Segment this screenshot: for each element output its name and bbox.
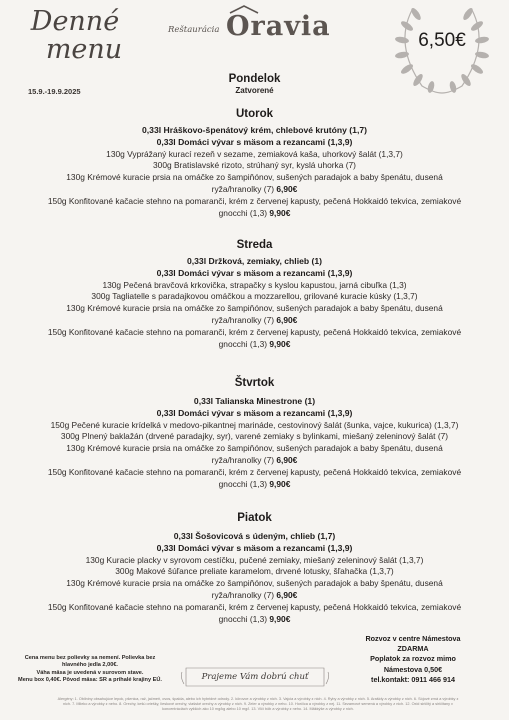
meal-price: 9,90€ bbox=[269, 207, 291, 218]
day-section-stvrtok bbox=[0, 376, 509, 490]
day-section-piatok bbox=[0, 511, 509, 625]
soup-item: 0,33l Domáci vývar s mäsom a rezancami (1,3,9) bbox=[156, 136, 353, 147]
price-note-line: hlavného jedla 2,00€. bbox=[62, 662, 118, 669]
meal-item: 130g Kuracie placky v syrovom cestíčku, pučené zemiaky, miešaný zeleninový šalát (1,3,7) bbox=[85, 554, 424, 565]
delivery-line: ZDARMA bbox=[397, 644, 429, 654]
meal-item: ryža/hranolky (7) 6,90€ bbox=[211, 454, 298, 465]
meal-price: 9,90€ bbox=[269, 613, 291, 624]
meal-item: 130g Krémové kuracie prsia na omáčke zo šampiňónov, sušených paradajok a baby špenátu, dusená bbox=[66, 443, 443, 454]
day-title: Streda bbox=[236, 239, 273, 251]
menu-price: 6,50€ bbox=[418, 30, 466, 51]
soup-item: 0,33l Domáci vývar s mäsom a rezancami (1,3,9) bbox=[156, 542, 353, 553]
soup-item: 0,33l Šošovicová s údeným, chlieb (1,7) bbox=[173, 531, 336, 541]
script-title-line1: Denné bbox=[30, 6, 120, 37]
meal-item: gnocchi (1,3) 9,90€ bbox=[218, 613, 291, 624]
delivery-info bbox=[360, 634, 466, 685]
soup-item: 0,33l Domáci vývar s mäsom a rezancami (1,3,9) bbox=[156, 407, 353, 418]
price-note-line: Váha mäsa je uvedená v surovom stave. bbox=[36, 669, 144, 676]
day-section-utorok bbox=[0, 107, 509, 219]
meal-item: 150g Konfitované kačacie stehno na pomaranči, krém z červenej kapusty, pečená Hokkaidó tekvica, zemiakové bbox=[47, 326, 462, 337]
meal-item: ryža/hranolky (7) 6,90€ bbox=[211, 314, 298, 325]
logo-roof-icon bbox=[168, 3, 328, 15]
meal-item: ryža/hranolky (7) 6,90€ bbox=[211, 589, 298, 600]
script-title-line2: menu bbox=[45, 34, 123, 65]
meal-item: 300g Plnený baklažán (drvené paradajky, syr), varené zemiaky s bylinkami, miešaný zeleninový šalát (7) bbox=[60, 431, 449, 442]
delivery-line: Rozvoz v centre Námestova bbox=[365, 634, 461, 643]
meal-item: 130g Pečená bravčová krkovička, strapačky s kyslou kapustou, jarná cibuľka (1,3) bbox=[102, 279, 407, 290]
day-title: Utorok bbox=[235, 108, 274, 120]
day-section-pondelok bbox=[0, 72, 509, 96]
meal-price: 6,90€ bbox=[276, 314, 298, 325]
soup-item: 0,33l Talianska Minestrone (1) bbox=[193, 396, 316, 406]
meal-price: 6,90€ bbox=[276, 589, 298, 600]
day-title: Piatok bbox=[237, 512, 272, 524]
meal-item: 150g Konfitované kačacie stehno na pomaranči, krém z červenej kapusty, pečená Hokkaidó tekvica, zemiakové bbox=[47, 466, 462, 477]
delivery-line: Námestova 0,50€ bbox=[383, 664, 443, 674]
day-title: Pondelok bbox=[228, 73, 281, 85]
meal-item: 150g Konfitované kačacie stehno na pomaranči, krém z červenej kapusty, pečená Hokkaidó tekvica, zemiakové bbox=[47, 195, 462, 206]
meal-item: 130g Vyprážaný kurací rezeň v sezame, zemiaková kaša, uhorkový šalát (1,3,7) bbox=[106, 148, 403, 159]
meal-item: 300g Makové šúľance preliate karamelom, drvené lotusky, šľahačka (1,3,7) bbox=[115, 566, 394, 577]
meal-item: gnocchi (1,3) 9,90€ bbox=[218, 478, 291, 489]
logo-brand: Oravia bbox=[226, 11, 331, 42]
meal-item: 300g Tagliatelle s paradajkovou omáčkou a mozzarellou, grilované kuracie kúsky (1,3,7) bbox=[91, 291, 418, 302]
delivery-phone: tel.kontakt: 0911 466 914 bbox=[371, 674, 455, 684]
meal-item: gnocchi (1,3) 9,90€ bbox=[218, 207, 291, 218]
meal-price: 6,90€ bbox=[276, 454, 298, 465]
soup-item: 0,33l Hráškovo-špenátový krém, chlebové krutóny (1,7) bbox=[142, 125, 367, 135]
allergen-legend: Alergény: 1. Obilniny obsahujúce lepok, pšenica, raž, jačmeň, ovos, špalda, alebo ich hybridné odrody. 2. kôrovce a výrobky z nich. 3. Vajcia a výrobky z nich. 4. Ryby a výrobky z nich. 5. Arašidy a výrobky z nich. 6. Sójové zrná a výrobky z nich. 7. Mlieko a výrobky z neho. 8. Orechy, kešú oriešky, lieskové orechy, vlašské orechy a výrobky z nich. 9. Zeler a výrobky z neho. 10. Horčica a výrobky z nej. 11. Sezamové semená a výrobky z nich. 12. Oxid siričitý a siričitany v koncentráciách vyšších ako 10 mg/kg alebo 10 mg/l. 13. Vlčí bôb a výrobky z neho. 14. Mäkkýše a výrobky z nich. bbox=[57, 697, 459, 711]
meal-item: 150g Konfitované kačacie stehno na pomaranči, krém z červenej kapusty, pečená Hokkaidó tekvica, zemiakové bbox=[47, 601, 462, 612]
price-note-line: Cena menu bez polievky sa nemení. Polievka bez bbox=[24, 655, 156, 661]
soup-item: 0,33l Domáci vývar s mäsom a rezancami (1,3,9) bbox=[156, 267, 353, 278]
price-note-line: Menu box 0,40€. Pôvod mäsa: SR a prihalé krajiny EÚ. bbox=[18, 677, 162, 684]
meal-item: ryža/hranolky (7) 6,90€ bbox=[211, 183, 298, 194]
meal-item: 150g Pečené kuracie krídelká v medovo-pikantnej marináde, cestovinový šalát (šunka, vajce, kukurica) (1,3,7) bbox=[50, 419, 459, 430]
meal-item: gnocchi (1,3) 9,90€ bbox=[218, 338, 291, 349]
menu-script-title bbox=[20, 8, 130, 64]
meal-price: 9,90€ bbox=[269, 338, 291, 349]
soup-item: 0,33l Držková, zemiaky, chlieb (1) bbox=[186, 256, 322, 266]
day-title: Štvrtok bbox=[234, 377, 275, 389]
menu-dates: 15.9.-19.9.2025 bbox=[28, 87, 81, 96]
restaurant-logo bbox=[168, 9, 331, 45]
meal-item: 130g Krémové kuracie prsia na omáčke zo šampiňónov, sušených paradajok a baby špenátu, dusená bbox=[66, 578, 443, 589]
day-closed-note: Zatvorené bbox=[235, 86, 274, 95]
meal-item: 300g Bratislavské rizoto, strúhaný syr, kyslá uhorka (7) bbox=[153, 160, 356, 171]
meal-item: 130g Krémové kuracie prsia na omáčke zo šampiňónov, sušených paradajok a baby špenátu, dusená bbox=[66, 303, 443, 314]
delivery-line: Poplatok za rozvoz mimo bbox=[370, 654, 456, 664]
meal-price: 9,90€ bbox=[269, 478, 291, 489]
meal-item: 130g Krémové kuracie prsia na omáčke zo šampiňónov, sušených paradajok a baby špenátu, dusená bbox=[66, 172, 443, 183]
price-notes bbox=[4, 655, 176, 685]
logo-subtitle: Reštaurácia bbox=[168, 25, 220, 35]
day-section-streda bbox=[0, 238, 509, 350]
meal-price: 6,90€ bbox=[276, 183, 298, 194]
signature-text: Prajeme Vám dobrú chuť bbox=[201, 672, 309, 682]
